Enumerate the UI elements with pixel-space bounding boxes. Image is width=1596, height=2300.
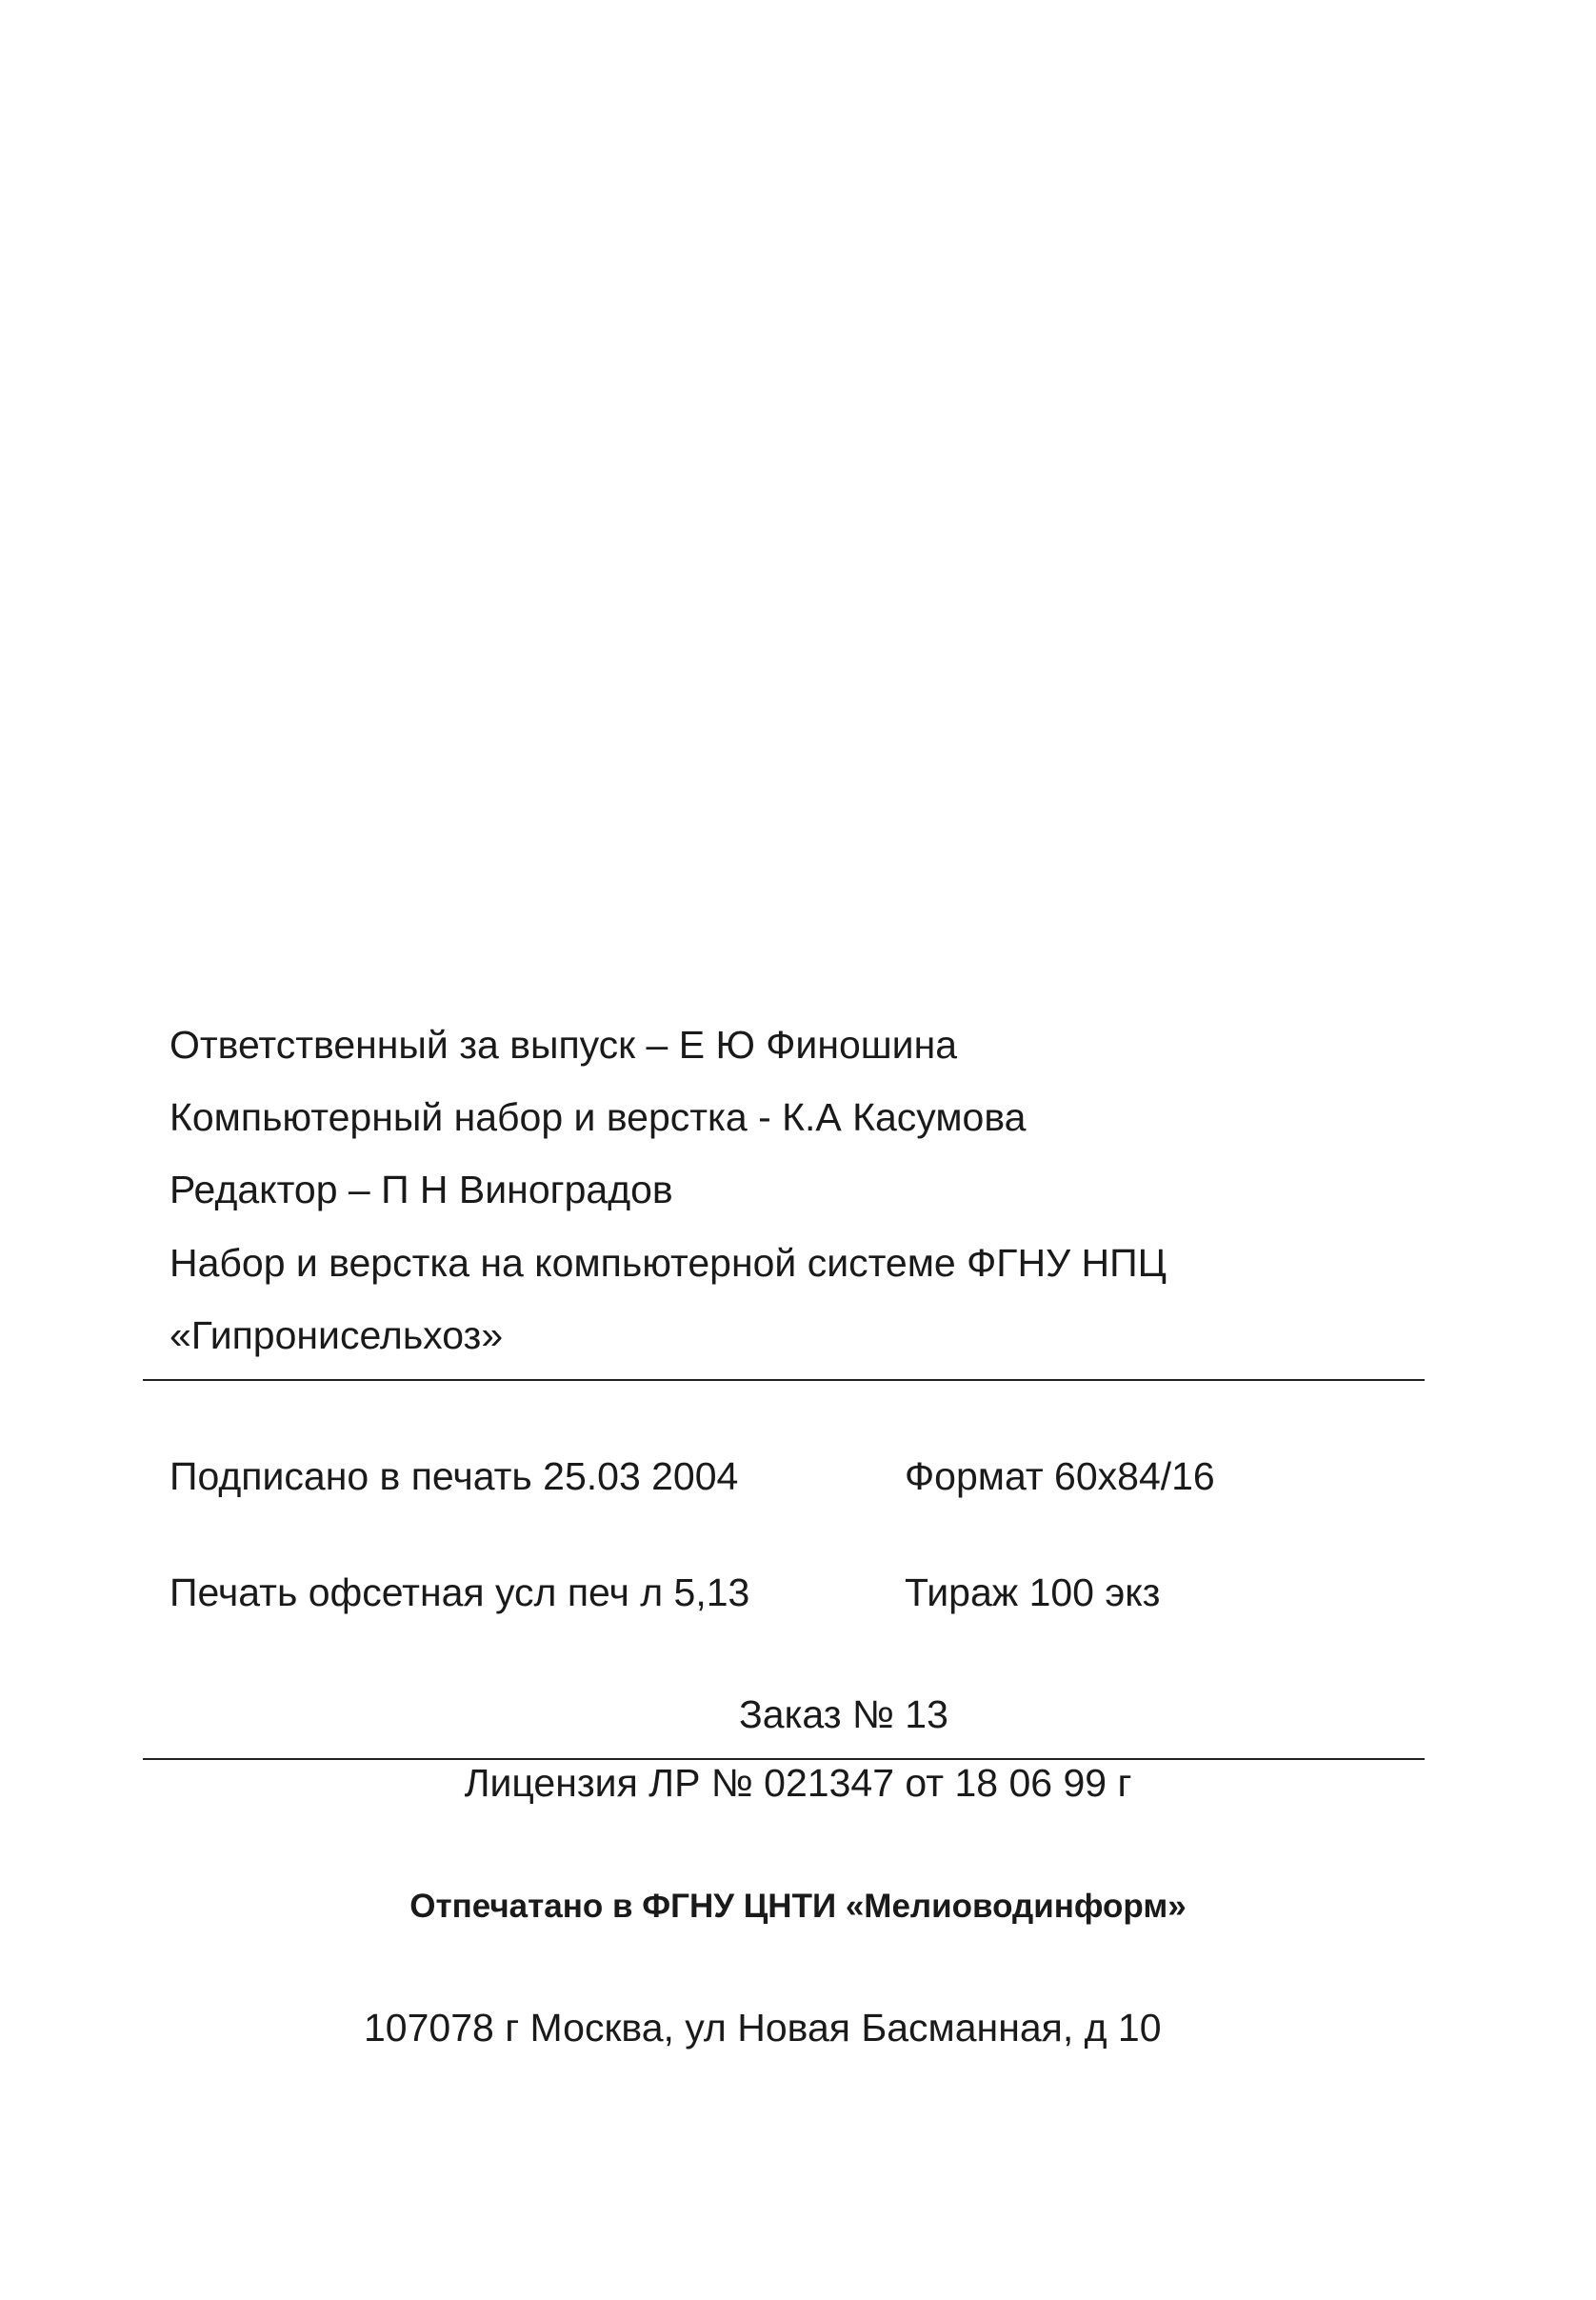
editor-line: Редактор – П Н Виноградов: [170, 1168, 673, 1211]
circulation-info: Тираж 100 экз: [905, 1570, 1161, 1614]
system-line-1: Набор и верстка на компьютерной системе ФГНУ НПЦ: [170, 1241, 1167, 1285]
top-divider: [143, 1379, 1425, 1381]
order-number: Заказ № 13: [739, 1692, 948, 1736]
system-line-2: «Гипронисельхоз»: [170, 1313, 504, 1357]
format-info: Формат 60x84/16: [905, 1454, 1215, 1498]
typesetting-line: Компьютерный набор и верстка - К.А Касумова: [170, 1095, 1027, 1139]
responsible-line: Ответственный за выпуск – Е Ю Финошина: [170, 1023, 958, 1067]
printing-info: Печать офсетная усл печ л 5,13: [170, 1570, 750, 1614]
printed-at-line: Отпечатано в ФГНУ ЦНТИ «Мелиоводинформ»: [409, 1888, 1187, 1925]
address-line: 107078 г Москва, ул Новая Басманная, д 10: [364, 2006, 1162, 2050]
license-line: Лицензия ЛР № 021347 от 18 06 99 г: [464, 1761, 1132, 1805]
signed-to-print: Подписано в печать 25.03 2004: [170, 1454, 739, 1498]
